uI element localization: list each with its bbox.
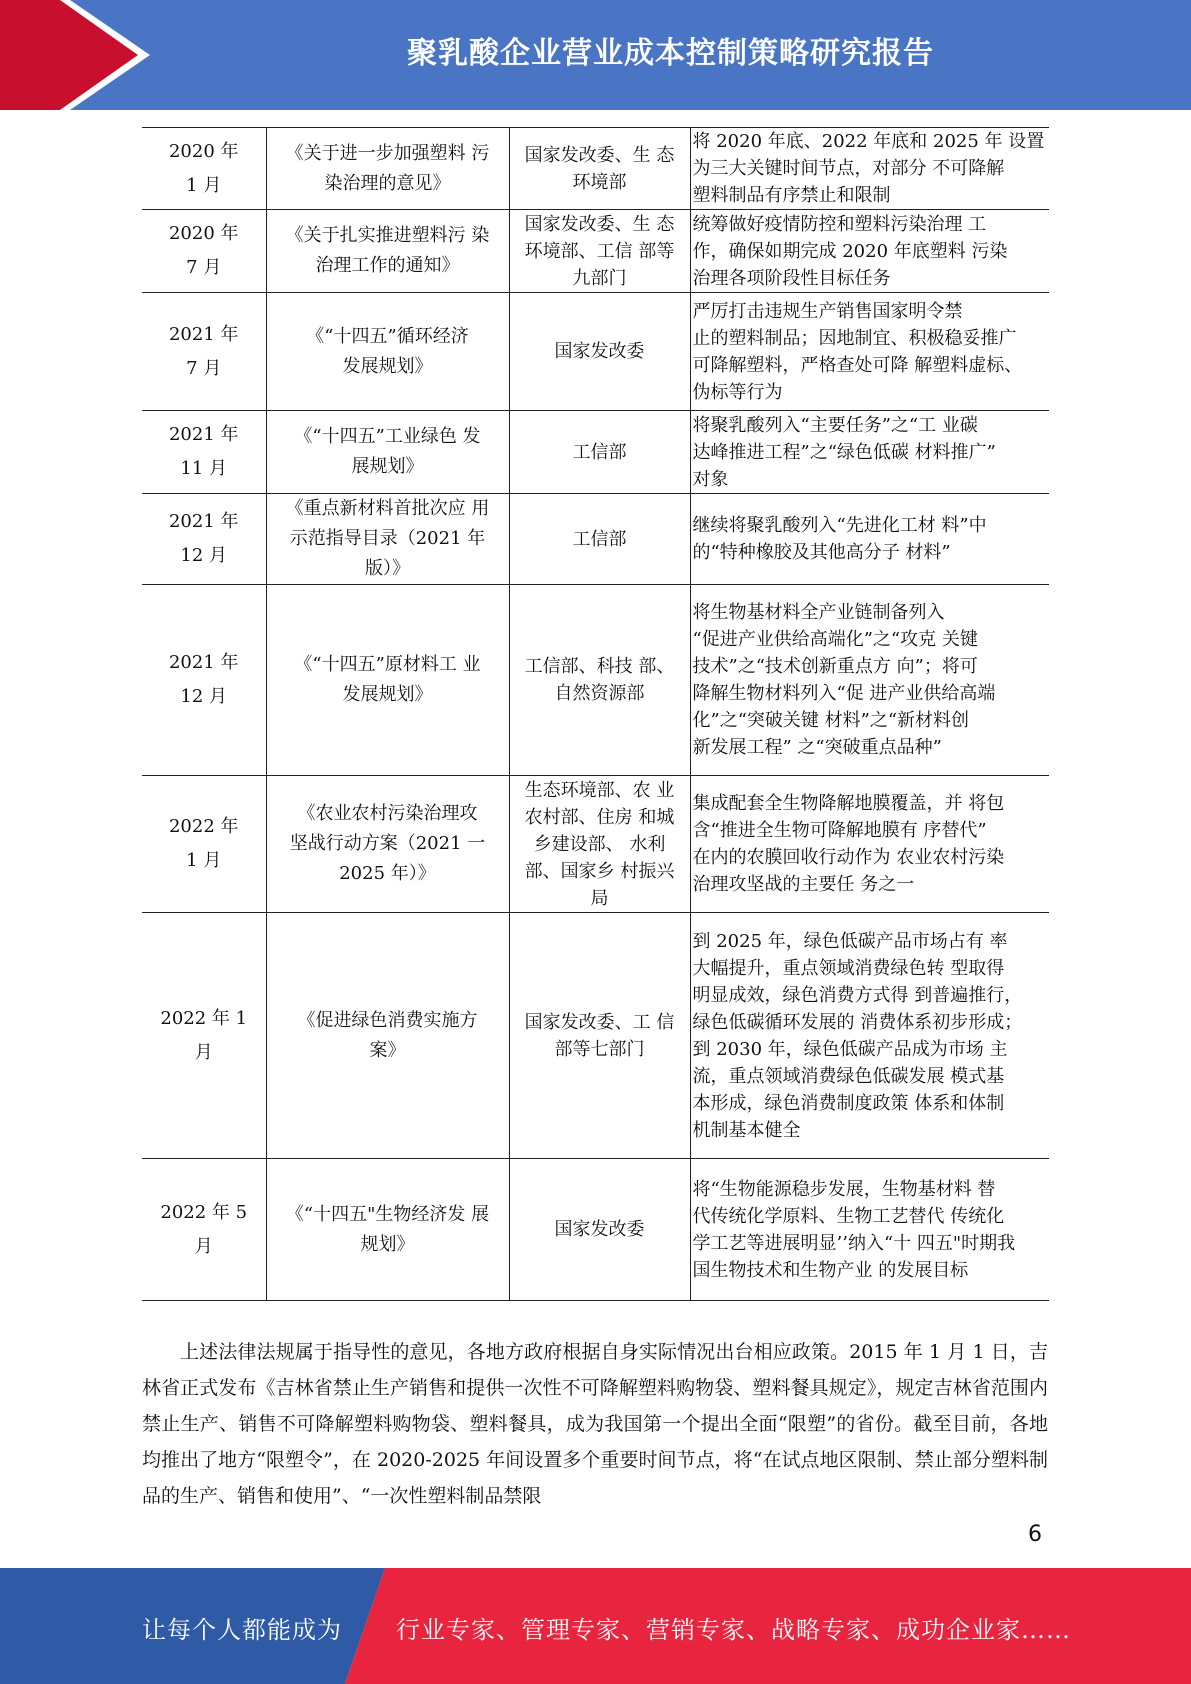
department-cell-line: 农村部、住房 和城 xyxy=(524,806,675,828)
document-cell-line: 治理工作的通知》 xyxy=(315,255,460,276)
content-cell-line: 技术”之“技术创新重点方 向”；将可 xyxy=(692,656,978,677)
document-cell xyxy=(266,913,509,1159)
table-row xyxy=(142,776,1049,913)
body-paragraph: 上述法律法规属于指导性的意见，各地方政府根据自身实际情况出台相应政策。2015 年 1 月 1 日，吉林省正式发布《吉林省禁止生产销售和提供一次性不可降解塑料购物袋、塑料餐具规定》，规定吉林省范围内禁止生产、销售不可降解塑料购物袋、塑料餐具，成为我国第一个提出全面“限塑”的省份。截至目前，各地均推出了地方“限塑令”，在 2020-2025 年间设置多个重要时间节点，将“在试点地区限制、禁止部分塑料制品的生产、销售和使用”、“一次性塑料制品禁限 xyxy=(142,1341,1048,1507)
content-cell-line: 作，确保如期完成 2020 年底塑料 污染 xyxy=(692,240,1008,262)
document-cell-line: 示范指导目录（2021 年 xyxy=(289,528,486,549)
content-cell-line: 集成配套全生物降解地膜覆盖，并 将包 xyxy=(692,793,1005,814)
content-cell-line: 化”之“突破关键 材料”之“新材料创 xyxy=(692,710,970,731)
department-cell-line: 工信部、科技 部、 xyxy=(524,656,675,677)
department-cell-line: 环境部 xyxy=(572,171,627,193)
date-cell-line: 2021 年 xyxy=(168,652,239,673)
content-cell-line: 机制基本健全 xyxy=(692,1119,801,1141)
content-cell-line: 本形成，绿色消费制度政策 体系和体制 xyxy=(692,1092,1005,1114)
department-cell xyxy=(509,210,690,293)
content-cell-line: 统筹做好疫情防控和塑料污染治理 工 xyxy=(692,213,987,235)
department-cell xyxy=(509,776,690,913)
content-cell xyxy=(690,1159,1049,1301)
date-cell-line: 1 月 xyxy=(186,850,222,871)
date-cell xyxy=(142,1159,266,1301)
document-cell xyxy=(266,494,509,585)
document-cell-line: 《“十四五”工业绿色 发 xyxy=(294,426,481,447)
department-cell-line: 环境部、工信 部等 xyxy=(524,240,675,262)
table-row xyxy=(142,411,1049,494)
content-cell-line: 新发展工程” 之“突破重点品种” xyxy=(692,737,942,758)
department-cell xyxy=(509,913,690,1159)
content-cell-line: 对象 xyxy=(692,468,729,490)
department-cell-line: 部、国家乡 村振兴 xyxy=(524,860,675,882)
document-cell-line: 展规划》 xyxy=(351,456,424,477)
content-cell xyxy=(690,293,1049,411)
content-cell-line: 为三大关键时间节点，对部分 不可降解 xyxy=(692,158,1005,179)
document-cell-line: 发展规划》 xyxy=(342,355,433,377)
date-cell-line: 2020 年 xyxy=(168,223,239,244)
department-cell xyxy=(509,1159,690,1301)
document-cell-line: 《关于进一步加强塑料 污 xyxy=(285,142,490,164)
content-cell-line: 止的塑料制品；因地制宜、积极稳妥推广 xyxy=(692,327,1017,349)
content-cell-line: 继续将聚乳酸列入“先进化工材 料”中 xyxy=(692,515,987,536)
content-cell-line: 将生物基材料全产业链制备列入 xyxy=(692,602,945,623)
department-cell-line: 国家发改委 xyxy=(554,341,645,362)
table-row xyxy=(142,585,1049,776)
department-cell-line: 国家发改委、生 态 xyxy=(524,213,675,235)
document-cell-line: 《“十四五"生物经济发 展 xyxy=(285,1203,490,1225)
table-row xyxy=(142,1159,1049,1301)
department-cell xyxy=(509,128,690,210)
content-cell xyxy=(690,210,1049,293)
document-cell xyxy=(266,1159,509,1301)
department-cell-line: 局 xyxy=(590,887,609,909)
content-cell-line: 到 2030 年，绿色低碳产品成为市场 主 xyxy=(692,1038,1008,1060)
department-cell-line: 工信部 xyxy=(572,528,627,550)
department-cell-line: 国家发改委、工 信 xyxy=(524,1011,675,1033)
document-cell-line: 《促进绿色消费实施方 xyxy=(297,1009,478,1031)
content-cell-line: 明显成效，绿色消费方式得 到普遍推行， xyxy=(692,984,1023,1006)
date-cell xyxy=(142,128,266,210)
date-cell xyxy=(142,585,266,776)
content-cell-line: 治理攻坚战的主要任 务之一 xyxy=(692,874,915,895)
content-cell xyxy=(690,128,1049,210)
department-cell-line: 工信部 xyxy=(572,441,627,463)
date-cell-line: 月 xyxy=(194,1041,213,1063)
department-cell xyxy=(509,585,690,776)
report-title: 聚乳酸企业营业成本控制策略研究报告 xyxy=(407,36,934,71)
document-cell-line: 规划》 xyxy=(360,1233,415,1255)
content-cell-line: 含“推进全生物可降解地膜有 序替代” xyxy=(692,820,987,841)
date-cell-line: 7 月 xyxy=(186,357,222,379)
department-cell xyxy=(509,411,690,494)
date-cell-line: 12 月 xyxy=(180,545,228,566)
department-cell-line: 九部门 xyxy=(572,267,627,289)
content-cell-line: 流，重点领域消费绿色低碳发展 模式基 xyxy=(692,1065,1005,1087)
content-cell-line: 可降解塑料，严格查处可降 解塑料虚标、 xyxy=(692,354,1023,376)
document-cell-line: 《“十四五”原材料工 业 xyxy=(294,654,481,675)
table-row xyxy=(142,913,1049,1159)
content-cell-line: 将聚乳酸列入“主要任务”之“工 业碳 xyxy=(692,414,978,436)
department-cell xyxy=(509,494,690,585)
date-cell-line: 2021 年 xyxy=(168,511,239,532)
date-cell-line: 1 月 xyxy=(186,174,222,196)
content-cell-line: 严厉打击违规生产销售国家明令禁 xyxy=(692,300,963,322)
content-cell-line: 伪标等行为 xyxy=(692,381,783,403)
department-cell-line: 国家发改委、生 态 xyxy=(524,144,675,166)
date-cell-line: 2021 年 xyxy=(168,323,239,345)
content-cell xyxy=(690,494,1049,585)
content-cell-line: 塑料制品有序禁止和限制 xyxy=(692,185,891,206)
content-cell-line: 治理各项阶段性目标任务 xyxy=(692,267,891,289)
date-cell xyxy=(142,411,266,494)
department-cell-line: 生态环境部、农 业 xyxy=(524,779,675,801)
red-chevron-decoration xyxy=(0,0,152,110)
document-cell-line: 发展规划》 xyxy=(342,684,433,705)
footer-banner xyxy=(0,1568,1191,1684)
document-cell-line: 《重点新材料首批次应 用 xyxy=(285,498,490,519)
date-cell-line: 2022 年 xyxy=(168,816,239,837)
date-cell xyxy=(142,776,266,913)
date-cell-line: 7 月 xyxy=(186,257,222,278)
footer-left-text: 让每个人都能成为 xyxy=(142,1616,342,1644)
document-cell xyxy=(266,411,509,494)
table-row xyxy=(142,128,1049,210)
content-cell-line: 学工艺等进展明显’’纳入“十 四五"时期我 xyxy=(692,1232,1016,1254)
content-cell-line: 到 2025 年，绿色低碳产品市场占有 率 xyxy=(692,930,1008,952)
document-cell xyxy=(266,776,509,913)
document-cell xyxy=(266,128,509,210)
table-row xyxy=(142,210,1049,293)
date-cell xyxy=(142,913,266,1159)
content-cell-line: 大幅提升，重点领域消费绿色转 型取得 xyxy=(692,957,1005,979)
date-cell-line: 12 月 xyxy=(180,686,228,707)
content-cell xyxy=(690,913,1049,1159)
date-cell xyxy=(142,293,266,411)
document-cell-line: 《关于扎实推进塑料污 染 xyxy=(285,225,490,246)
department-cell xyxy=(509,293,690,411)
table-row xyxy=(142,293,1049,411)
document-cell-line: 坚战行动方案（2021 一 xyxy=(289,833,486,854)
header-banner xyxy=(0,0,1191,110)
footer-right-text: 行业专家、管理专家、营销专家、战略专家、成功企业家…… xyxy=(396,1616,1071,1644)
date-cell-line: 2021 年 xyxy=(168,424,239,445)
document-cell xyxy=(266,293,509,411)
content-cell-line: 绿色低碳循环发展的 消费体系初步形成； xyxy=(692,1011,1023,1033)
document-cell-line: 《农业农村污染治理攻 xyxy=(297,803,478,824)
date-cell-line: 2020 年 xyxy=(168,140,239,162)
document-cell-line: 版）》 xyxy=(365,558,410,579)
content-cell-line: 降解生物材料列入“促 进产业供给高端 xyxy=(692,683,996,704)
content-cell-line: 代传统化学原料、生物工艺替代 传统化 xyxy=(692,1205,1005,1227)
policy-table xyxy=(142,127,1049,1301)
department-cell-line: 乡建设部、 水利 xyxy=(533,833,666,855)
date-cell xyxy=(142,210,266,293)
department-cell-line: 国家发改委 xyxy=(554,1219,645,1240)
content-cell-line: 将 2020 年底、2022 年底和 2025 年 设置 xyxy=(692,131,1045,152)
content-cell-line: 的“特种橡胶及其他高分子 材料” xyxy=(692,542,951,563)
content-cell-line: 在内的农膜回收行动作为 农业农村污染 xyxy=(692,847,1005,868)
date-cell xyxy=(142,494,266,585)
table-row xyxy=(142,494,1049,585)
department-cell-line: 自然资源部 xyxy=(554,683,645,704)
date-cell-line: 11 月 xyxy=(180,458,228,479)
document-cell xyxy=(266,585,509,776)
content-cell xyxy=(690,776,1049,913)
content-cell xyxy=(690,411,1049,494)
department-cell-line: 部等七部门 xyxy=(554,1038,645,1060)
date-cell-line: 2022 年 5 xyxy=(160,1201,248,1223)
document-cell-line: 案》 xyxy=(369,1039,406,1061)
content-cell xyxy=(690,585,1049,776)
content-cell-line: 达峰推进工程”之“绿色低碳 材料推广” xyxy=(692,441,996,463)
date-cell-line: 月 xyxy=(194,1235,213,1257)
document-cell-line: 染治理的意见》 xyxy=(324,172,451,194)
page-number: 6 xyxy=(1028,1522,1042,1547)
document-cell xyxy=(266,210,509,293)
content-cell-line: “促进产业供给高端化”之“攻克 关键 xyxy=(692,629,978,650)
document-cell-line: 《“十四五”循环经济 xyxy=(306,325,469,347)
content-cell-line: 国生物技术和生物产业 的发展目标 xyxy=(692,1259,969,1281)
document-cell-line: 2025 年）》 xyxy=(339,863,436,884)
date-cell-line: 2022 年 1 xyxy=(160,1007,248,1029)
content-cell-line: 将“生物能源稳步发展，生物基材料 替 xyxy=(692,1178,996,1200)
